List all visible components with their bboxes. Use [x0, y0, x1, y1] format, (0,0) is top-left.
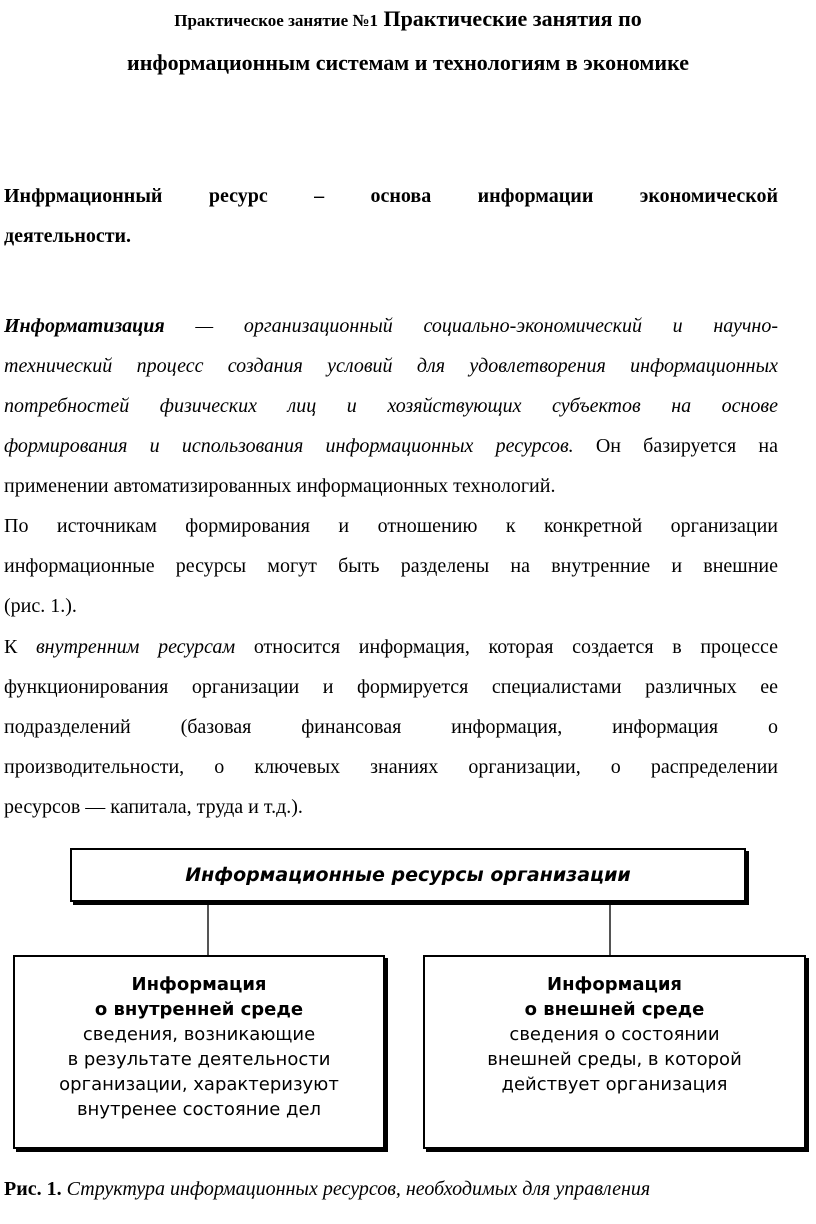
page-title-line2: информационным системам и технологиям в экономике — [127, 50, 689, 75]
resources-diagram — [0, 836, 816, 1166]
plain-text: относится информация, которая создается в процессе — [235, 636, 778, 658]
diagram-root-label: Информационные ресурсы организации — [185, 864, 631, 886]
paragraph-line: функционирования организации и формируется специалистами различных ее — [4, 676, 778, 698]
box-heading: Информация — [131, 974, 267, 995]
box-text: внешней среды, в которой — [487, 1049, 742, 1070]
connector-line — [207, 900, 209, 955]
internal-resources-paragraph — [4, 627, 778, 827]
informatization-paragraph — [4, 306, 778, 506]
caption-label: Рис. 1. — [4, 1178, 62, 1200]
plain-text: Он базируется на — [573, 435, 778, 457]
box-subheading: о внутренней среде — [94, 999, 304, 1020]
figure-caption — [4, 1172, 650, 1206]
box-text: организации, характеризуют — [59, 1074, 339, 1095]
box-text: сведения, возникающие — [82, 1024, 316, 1045]
title-rest: Практические занятия по — [377, 6, 642, 31]
page-title — [0, 2, 816, 38]
paragraph-line — [4, 627, 778, 667]
definition-text: — организационный социально-экономический и научно- — [164, 315, 778, 337]
paragraph-line: производительности, о ключевых знаниях организации, о распределении — [4, 756, 778, 778]
paragraph-line: технический процесс создания условий для удовлетворения информационных — [4, 355, 778, 377]
sources-paragraph — [4, 506, 778, 626]
italic-text: формирования и использования информационных ресурсов. — [4, 435, 574, 457]
paragraph-line: применении автоматизированных информационных технологий. — [4, 475, 556, 497]
definition-paragraph — [4, 176, 778, 256]
box-text: внутренее состояние дел — [76, 1099, 322, 1120]
box-heading: Информация — [547, 974, 682, 995]
box-text: сведения о состоянии — [509, 1024, 720, 1045]
box-text: действует организация — [501, 1074, 728, 1095]
diagram-internal-box — [13, 955, 385, 1149]
paragraph-line: (рис. 1.). — [4, 595, 77, 617]
paragraph-line — [4, 426, 778, 466]
connector-line — [609, 900, 611, 955]
diagram-external-box — [423, 955, 806, 1149]
definition-line: деятельности. — [4, 225, 132, 247]
term-informatization: Информатизация — [4, 315, 165, 337]
plain-text: К — [4, 636, 36, 658]
paragraph-line: подразделений (базовая финансовая информация, информация о — [4, 716, 778, 738]
italic-text: внутренним ресурсам — [36, 636, 236, 658]
paragraph-line: По источникам формирования и отношению к конкретной организации — [4, 515, 778, 537]
paragraph-line: информационные ресурсы могут быть разделены на внутренние и внешние — [4, 555, 778, 577]
caption-text: Структура информационных ресурсов, необходимых для управления — [61, 1178, 651, 1200]
definition-line: Инфрмационный ресурс – основа информации экономической — [4, 185, 778, 207]
paragraph-line: ресурсов — капитала, труда и т.д.). — [4, 796, 303, 818]
diagram-root-box — [70, 848, 746, 902]
title-prefix: Практическое занятие №1 — [174, 11, 378, 30]
paragraph-line — [4, 306, 778, 346]
paragraph-line: потребностей физических лиц и хозяйствующих субъектов на основе — [4, 395, 778, 417]
box-subheading: о внешней среде — [524, 999, 705, 1020]
box-text: в результате деятельности — [67, 1049, 331, 1070]
